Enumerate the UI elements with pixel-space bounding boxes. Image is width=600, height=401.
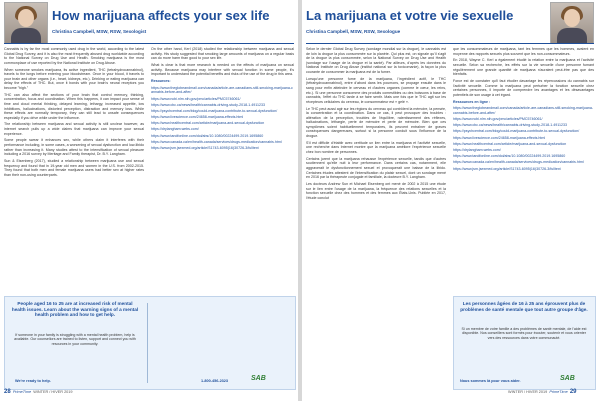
paragraph: THC can also affect the sections of your brain that control memory, thinking, concentration, focus and coordination. When this happens, it can impact your sense of time and cloud mental thinking, delayed learning, lethargy, increased appetite, low inhibitions, hallucinations, distorted perception, distraction and memory loss. While these effects are normally temporary, they can still lead to unsafe consequences especially if you drive while under the influence. [4, 92, 144, 120]
resource-link[interactable]: https://www.healthcentral.com/article/marijuana-and-sexual-dysfunction [151, 121, 265, 126]
paragraph: que les consommateurs de marijuana, tant les femmes que les hommes, avaient en moyenne des rapports sexuels plus souvent que les non-consommateurs. [453, 47, 594, 56]
paragraph: Les docteurs Andrew Sun et Michael Eisenberg ont mené de 2002 à 2015 une étude sur le lien entre l'usage de la marijuana, la fréquence des relations sexuelles et la fonction sexuelle chez des hommes et des femmes aux États-Unis. Publiée en 2017, l'étude conclut [306, 181, 446, 200]
title-rule [4, 43, 294, 44]
resource-link[interactable]: https://www.cbc.ca/news/health/cannabis-driving-study-2018-1.4911233 [151, 102, 265, 107]
article-title: La marijuana et votre vie sexuelle [306, 8, 514, 23]
english-column-1 [4, 47, 144, 293]
byline: Christina Campbell, MSW, RSW, Sexologist [52, 29, 147, 34]
english-column-2 [151, 47, 294, 293]
resource-link[interactable]: https://psychcentral.com/blog/could-marijuana-contribute-to-sexual-dysfunction/ [151, 108, 278, 113]
resource-link[interactable]: https://www.tandfonline.com/doi/abs/10.1080/00224499.2019.1695860 [453, 154, 566, 159]
ad-tagline: Nous sommes là pour vous aider. [460, 379, 521, 383]
french-column-2 [453, 47, 594, 293]
resource-link[interactable]: https://www.canada.ca/en/health-canada/services/drugs-medication/cannabis.html [151, 139, 282, 144]
resources-list [453, 106, 594, 171]
french-advertisement [453, 296, 596, 390]
resource-link[interactable]: https://www.jsm.jsexmed.org/article/S1743-6095(16)30726-3/fulltext [151, 146, 259, 150]
ad-logo: SAB [251, 375, 266, 382]
paragraph: En 2018, Wayne C. Kerl a également étudié la relation entre la marijuana et l'activité sexuelle. Selon sa recherche, les effets sur la vie sexuelle d'une personne fumant régulièrement une grande quantité de marijuana n'auraient peut-être pas que des bienfaits. [453, 58, 594, 77]
resource-link[interactable]: https://www.tandfonline.com/doi/abs/10.1080/00224499.2019.1695860 [151, 133, 264, 138]
paragraph: Selon le dernier Global Drug Survey (sondage mondial sur la drogue), le cannabis est de loin la drogue la plus consommée sur la planète. Qui plus est, on signale qu'il s'agit de la drogue la plus consommée, selon la National Survey on Drug Use and Health (sondage sur l'usage de la drogue et la santé). Par ailleurs, d'après les données du National Institute on Drug Abuse (institut national sur la toxicomanie), la façon la plus courante de consommer la marijuana est de la fumer. [306, 47, 446, 74]
paragraph: What is clear is that more research is needed on the effects of marijuana on sexual activity. Because marijuana may interfere with sexual function in some people, it's important to understand the potential benefits and risks of the use of the drug in this area. [151, 62, 294, 77]
resource-link[interactable]: https://www.jsm.jsexmed.org/article/S1743-6095(16)30726-3/fulltext [453, 166, 561, 171]
resource-link[interactable]: https://www.canada.ca/en/health-canada/services/drugs-medication/cannabis.html [453, 160, 584, 165]
ad-body: If someone in your family is struggling with a mental health problem, help is available. Our counsellors are trained to listen, support and connect you with resources in your community. [14, 333, 136, 346]
resources-list [151, 86, 294, 151]
resource-link[interactable]: https://psychcentral.com/blog/could-marijuana-contribute-to-sexual-dysfunction/ [453, 129, 580, 134]
author-photo [4, 2, 48, 44]
french-page [302, 0, 598, 401]
magazine-name: PrimeTime [549, 390, 568, 394]
resource-link[interactable]: https://www.theglobeandmail.com/canada/article-are-canadians-still-smoking-marijuana-cannabis-before-and-after/ [453, 106, 594, 115]
french-column-1 [306, 47, 446, 382]
ad-body: Si un membre de votre famille a des problèmes de santé mentale, de l'aide est disponible. Nos conseillers sont formés pour écouter, soutenir et vous orienter vers des ressources dans votre communauté. [461, 327, 587, 340]
paragraph: S'il est difficile d'établir avec certitude un lien entre la marijuana et l'activité sexuelle, une recherche dans Internet montre que la marijuana améliore l'expérience sexuelle chez bon nombre de personnes. [306, 140, 446, 155]
paragraph: Some people swear it enhances sex, while others claim it interferes with their performance including, in some cases, a worsening of sexual dysfunction and low-libido rather than increasing it. Many studies attest to the intensification of sexual pleasure including a 2016 survey by Meritage and Family therapist, Dr. B.Y. Langham. [4, 138, 144, 157]
resource-link[interactable]: https://www.theglobeandmail.com/canada/article-are-canadians-still-smoking-marijuana-cannabis-before-and-after/ [151, 85, 293, 95]
paragraph: The relationship between marijuana and sexual activity is still unclear however, as internet search pulls up a wide claims that marijuana can improve your sexual experience. [4, 122, 144, 136]
paragraph: On the other hand, Kerl (2018) studied the relationship between marijuana and sexual activity. His study suggested that smoking large amounts of marijuana on a regular basis can do more harm than good to your sex life. [151, 47, 294, 61]
page-footer [4, 389, 73, 395]
title-rule [306, 43, 594, 44]
resource-link[interactable]: https://www.ncbi.nlm.nih.gov/pmc/articles/PMC5746061/ [453, 117, 543, 122]
issue-label: WINTER / HIVER 2019 [508, 390, 548, 394]
issue-label: WINTER / HIVER 2019 [33, 390, 73, 394]
author-photo [550, 2, 594, 44]
resource-link[interactable]: https://drylangham.webs.com/ [453, 148, 501, 152]
ad-phone: 1-800-456-2323 [201, 379, 229, 383]
paragraph: Lorsqu'une personne fume de la marijuana, l'ingrédient actif, le THC (tétrahydrocannabinol), entre d'abord dans les poumons, se propage ensuite dans le sang pour enfin atteindre le cerveau et d'autres organes (comme le cœur, les reins, etc.). Si une personne consomme des produits comestibles ou des boissons à base de cannabis, l'effet du THC tarde à se faire sentir. Mais une fois que le THC agit sur les récepteurs cellulaires du cerveau, le consommateur est « gelé ». [306, 76, 446, 104]
resource-link[interactable]: https://drylangham.webs.com/ [151, 127, 199, 132]
paragraph: Le THC peut aussi agir sur les régions du cerveau qui contrôlent la mémoire, la pensée, la concentration et la coordination. Dans ce cas, il peut provoquer des troubles : altération de la perception, troubles de l'équilibre, ralentissement des réflexes, hallucinations, léthargie, perte de mémoire et perte de mémoire. Bien que ces symptômes soient habituellement temporaires, ils peuvent entraîner de graves conséquences dangereuses, surtout si la personne conduit sous l'influence de la drogue. [306, 106, 446, 139]
resources-heading: Ressources en ligne : [453, 99, 491, 104]
english-advertisement [4, 296, 296, 390]
page-number: 29 [569, 389, 577, 395]
byline: Christina Campbell, MSW, RSW, Sexologue [306, 29, 401, 34]
paragraph: Certains jurent que la marijuana rehausse l'expérience sexuelle, tandis que d'autres soutiennent qu'elle nuit à leur performance. Dans certains cas, notamment, elle aggraverait le dysfonctionnement sexuel et provoquerait une baisse de la libido. Certaines études attestent de l'intensification du plaisir sexuel, dont un sondage mené en 2016 par la thérapeute conjugale et familiale, la docteure B.Y. Langham. [306, 156, 446, 180]
english-page [0, 0, 296, 401]
ad-tagline: We're ready to help. [15, 379, 51, 383]
paragraph: When someone smokes marijuana, its active ingredient, THC (tetrahydrocannabinol), travels to the lungs before entering your bloodstream. Once in your blood, it travels to your brain and other organs (i.e., heart, kidneys, etc.). Drinking or eating marijuana can delay the effects of THC. But, once it bonds with your brain's neural receptors you become "high." [4, 67, 144, 90]
magazine-name: PrimeTime [12, 390, 32, 394]
resource-link[interactable]: https://www.healthcentral.com/article/marijuana-and-sexual-dysfunction [453, 141, 567, 146]
paragraph: Cannabis is by far the most commonly used drug in the world, according to the latest Global Drug Survey, and it is also the most frequently abused drug worldwide according to the National Survey on Drug Use and Health. Smoking marijuana is the most commonplace of use reported by the National Institute on Drug Abuse. [4, 47, 144, 65]
paragraph: Force est de constater qu'il faut étudier davantage les répercussions du cannabis sur l'activité sexuelle. Comme la marijuana peut perturber la fonction sexuelle chez certaines personnes, il importe de comprendre les avantages et les désavantages potentiels de son usage à cet égard. [453, 78, 594, 97]
resources-heading: Resources: [151, 78, 171, 83]
page-number: 28 [4, 389, 11, 395]
ad-headline: Les personnes âgées de 16 à 25 ans éprouvent plus de problèmes de santé mentale que tout autre groupe d'âge. [460, 301, 588, 312]
ad-headline: People aged 16 to 25 are at increased risk of mental health issues. Learn about the warning signs of a mental health problem and how to get help. [11, 301, 139, 318]
ad-logo: SAB [560, 375, 575, 382]
resource-link[interactable]: https://www.livescience.com/24658-marijuana-effects.html [453, 135, 546, 140]
paragraph: Sun & Eisenberg (2017), studied a relationship between marijuana use and sexual frequency and found that in 19-year old men and women in the U.S. from 2002-2015. They found that both men and female marijuana users had better sex at higher rates than their non-using counterparts. [4, 159, 144, 177]
article-title: How marijuana affects your sex life [52, 8, 270, 23]
resource-link[interactable]: https://www.cbc.ca/news/health/cannabis-driving-study-2018-1.4911233 [453, 123, 567, 128]
resource-link[interactable]: https://www.ncbi.nlm.nih.gov/pmc/articles/PMC5746061/ [151, 96, 241, 101]
ad-divider [147, 303, 148, 383]
page-footer [508, 389, 577, 395]
resource-link[interactable]: https://www.livescience.com/24658-marijuana-effects.html [151, 115, 244, 120]
